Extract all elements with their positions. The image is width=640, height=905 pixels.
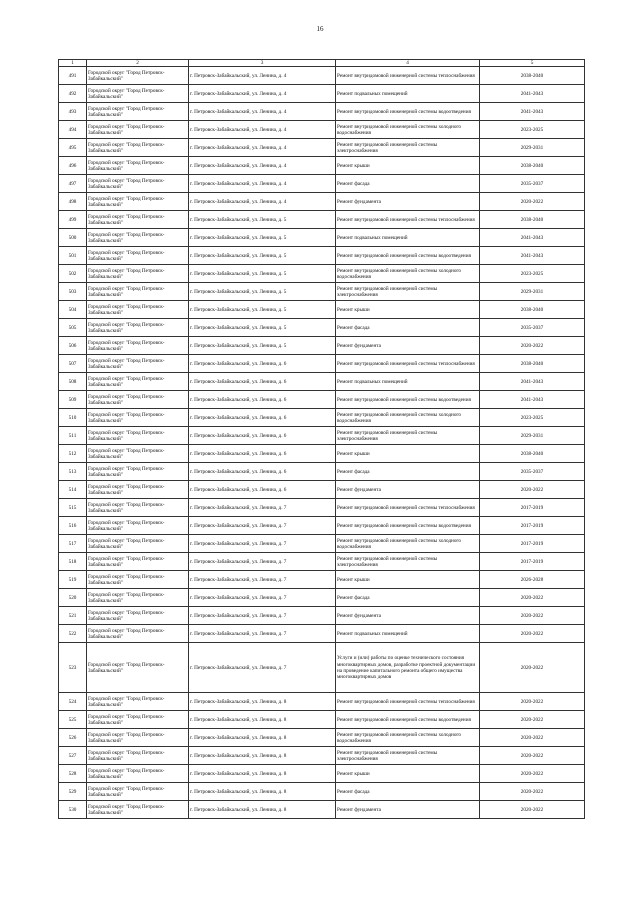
table-row [59, 175, 585, 193]
table-row [59, 747, 585, 765]
work-type-cell: Ремонт внутридомовой инженерной системы водоотведения [336, 517, 480, 535]
municipality-cell: Городской округ "Город Петровск-Забайкальский" [87, 175, 189, 193]
row-number-cell: 515 [59, 499, 87, 517]
work-type-cell: Ремонт фасада [336, 175, 480, 193]
work-type-cell: Ремонт крыши [336, 157, 480, 175]
table-row [59, 711, 585, 729]
row-number-cell: 508 [59, 373, 87, 391]
municipality-cell: Городской округ "Город Петровск-Забайкальский" [87, 409, 189, 427]
row-number-cell: 511 [59, 427, 87, 445]
row-number-cell: 526 [59, 729, 87, 747]
address-cell: г. Петровск-Забайкальский, ул. Ленина, д. 8 [189, 765, 336, 783]
municipality-cell: Городской округ "Город Петровск-Забайкальский" [87, 355, 189, 373]
row-number-cell: 497 [59, 175, 87, 193]
address-cell: г. Петровск-Забайкальский, ул. Ленина, д. 5 [189, 301, 336, 319]
work-type-cell: Ремонт фасада [336, 463, 480, 481]
address-cell: г. Петровск-Забайкальский, ул. Ленина, д. 4 [189, 157, 336, 175]
period-cell: 2017-2019 [480, 553, 585, 571]
table-row [59, 139, 585, 157]
row-number-cell: 494 [59, 121, 87, 139]
table-row [59, 355, 585, 373]
table-row [59, 571, 585, 589]
row-number-cell: 521 [59, 607, 87, 625]
column-header: 3 [189, 60, 336, 67]
table-row [59, 783, 585, 801]
period-cell: 2020-2022 [480, 711, 585, 729]
work-type-cell: Ремонт внутридомовой инженерной системы водоотведения [336, 247, 480, 265]
address-cell: г. Петровск-Забайкальский, ул. Ленина, д. 4 [189, 67, 336, 85]
address-cell: г. Петровск-Забайкальский, ул. Ленина, д. 7 [189, 589, 336, 607]
address-cell: г. Петровск-Забайкальский, ул. Ленина, д. 4 [189, 121, 336, 139]
municipality-cell: Городской округ "Город Петровск-Забайкальский" [87, 211, 189, 229]
row-number-cell: 524 [59, 693, 87, 711]
municipality-cell: Городской округ "Город Петровск-Забайкальский" [87, 193, 189, 211]
address-cell: г. Петровск-Забайкальский, ул. Ленина, д. 4 [189, 85, 336, 103]
column-header: 2 [87, 60, 189, 67]
address-cell: г. Петровск-Забайкальский, ул. Ленина, д. 8 [189, 801, 336, 819]
address-cell: г. Петровск-Забайкальский, ул. Ленина, д. 7 [189, 535, 336, 553]
work-type-cell: Ремонт фасада [336, 783, 480, 801]
row-number-cell: 509 [59, 391, 87, 409]
municipality-cell: Городской округ "Город Петровск-Забайкальский" [87, 463, 189, 481]
table-row [59, 301, 585, 319]
period-cell: 2023-2025 [480, 121, 585, 139]
municipality-cell: Городской округ "Город Петровск-Забайкальский" [87, 517, 189, 535]
period-cell: 2023-2025 [480, 409, 585, 427]
period-cell: 2020-2022 [480, 193, 585, 211]
municipality-cell: Городской округ "Город Петровск-Забайкальский" [87, 301, 189, 319]
period-cell: 2023-2025 [480, 265, 585, 283]
row-number-cell: 522 [59, 625, 87, 643]
table-row [59, 643, 585, 693]
municipality-cell: Городской округ "Город Петровск-Забайкальский" [87, 139, 189, 157]
address-cell: г. Петровск-Забайкальский, ул. Ленина, д. 5 [189, 265, 336, 283]
address-cell: г. Петровск-Забайкальский, ул. Ленина, д. 7 [189, 571, 336, 589]
table-row [59, 211, 585, 229]
municipality-cell: Городской округ "Город Петровск-Забайкальский" [87, 535, 189, 553]
address-cell: г. Петровск-Забайкальский, ул. Ленина, д. 4 [189, 139, 336, 157]
table-row [59, 481, 585, 499]
municipality-cell: Городской округ "Город Петровск-Забайкальский" [87, 729, 189, 747]
period-cell: 2038-2040 [480, 157, 585, 175]
row-number-cell: 504 [59, 301, 87, 319]
municipality-cell: Городской округ "Город Петровск-Забайкальский" [87, 625, 189, 643]
municipality-cell: Городской округ "Город Петровск-Забайкальский" [87, 783, 189, 801]
work-type-cell: Ремонт внутридомовой инженерной системы холодного водоснабжения [336, 535, 480, 553]
row-number-cell: 506 [59, 337, 87, 355]
period-cell: 2017-2019 [480, 499, 585, 517]
municipality-cell: Городской округ "Город Петровск-Забайкальский" [87, 121, 189, 139]
address-cell: г. Петровск-Забайкальский, ул. Ленина, д. 7 [189, 517, 336, 535]
row-number-cell: 502 [59, 265, 87, 283]
table-row [59, 247, 585, 265]
work-type-cell: Ремонт крыши [336, 445, 480, 463]
address-cell: г. Петровск-Забайкальский, ул. Ленина, д. 6 [189, 463, 336, 481]
column-header: 1 [59, 60, 87, 67]
table-row [59, 121, 585, 139]
work-type-cell: Ремонт внутридомовой инженерной системы электроснабжения [336, 553, 480, 571]
period-cell: 2041-2043 [480, 391, 585, 409]
municipality-cell: Городской округ "Город Петровск-Забайкальский" [87, 553, 189, 571]
period-cell: 2041-2043 [480, 247, 585, 265]
period-cell: 2038-2040 [480, 67, 585, 85]
table-row [59, 625, 585, 643]
row-number-cell: 507 [59, 355, 87, 373]
row-number-cell: 519 [59, 571, 87, 589]
work-type-cell: Ремонт внутридомовой инженерной системы электроснабжения [336, 283, 480, 301]
table-row [59, 337, 585, 355]
row-number-cell: 525 [59, 711, 87, 729]
table-row [59, 553, 585, 571]
work-type-cell: Ремонт внутридомовой инженерной системы холодного водоснабжения [336, 729, 480, 747]
municipality-cell: Городской округ "Город Петровск-Забайкальский" [87, 67, 189, 85]
table-header-row [59, 60, 585, 67]
address-cell: г. Петровск-Забайкальский, ул. Ленина, д. 5 [189, 283, 336, 301]
table-row [59, 463, 585, 481]
work-type-cell: Ремонт подвальных помещений [336, 373, 480, 391]
period-cell: 2020-2022 [480, 801, 585, 819]
work-type-cell: Ремонт внутридомовой инженерной системы теплоснабжения [336, 499, 480, 517]
address-cell: г. Петровск-Забайкальский, ул. Ленина, д. 7 [189, 499, 336, 517]
work-type-cell: Ремонт внутридомовой инженерной системы холодного водоснабжения [336, 265, 480, 283]
table-row [59, 801, 585, 819]
table-row [59, 535, 585, 553]
period-cell: 2020-2022 [480, 747, 585, 765]
table-row [59, 373, 585, 391]
page-number: 16 [316, 25, 324, 33]
address-cell: г. Петровск-Забайкальский, ул. Ленина, д. 5 [189, 211, 336, 229]
address-cell: г. Петровск-Забайкальский, ул. Ленина, д. 7 [189, 553, 336, 571]
work-type-cell: Ремонт фундамента [336, 607, 480, 625]
municipality-cell: Городской округ "Город Петровск-Забайкальский" [87, 337, 189, 355]
work-type-cell: Ремонт крыши [336, 301, 480, 319]
row-number-cell: 496 [59, 157, 87, 175]
row-number-cell: 505 [59, 319, 87, 337]
work-type-cell: Ремонт внутридомовой инженерной системы водоотведения [336, 391, 480, 409]
address-cell: г. Петровск-Забайкальский, ул. Ленина, д. 4 [189, 193, 336, 211]
municipality-cell: Городской округ "Город Петровск-Забайкальский" [87, 427, 189, 445]
period-cell: 2020-2022 [480, 729, 585, 747]
row-number-cell: 512 [59, 445, 87, 463]
period-cell: 2038-2040 [480, 355, 585, 373]
address-cell: г. Петровск-Забайкальский, ул. Ленина, д. 6 [189, 355, 336, 373]
row-number-cell: 518 [59, 553, 87, 571]
row-number-cell: 514 [59, 481, 87, 499]
table-row [59, 409, 585, 427]
work-type-cell: Ремонт фундамента [336, 801, 480, 819]
address-cell: г. Петровск-Забайкальский, ул. Ленина, д. 4 [189, 175, 336, 193]
table-row [59, 391, 585, 409]
municipality-cell: Городской округ "Город Петровск-Забайкальский" [87, 481, 189, 499]
period-cell: 2017-2019 [480, 517, 585, 535]
row-number-cell: 501 [59, 247, 87, 265]
table-row [59, 729, 585, 747]
period-cell: 2026-2028 [480, 571, 585, 589]
table-row [59, 283, 585, 301]
municipality-cell: Городской округ "Город Петровск-Забайкальский" [87, 693, 189, 711]
address-cell: г. Петровск-Забайкальский, ул. Ленина, д. 6 [189, 373, 336, 391]
table-row [59, 765, 585, 783]
municipality-cell: Городской округ "Город Петровск-Забайкальский" [87, 247, 189, 265]
period-cell: 2035-2037 [480, 175, 585, 193]
address-cell: г. Петровск-Забайкальский, ул. Ленина, д. 6 [189, 409, 336, 427]
period-cell: 2029-2031 [480, 139, 585, 157]
work-type-cell: Ремонт внутридомовой инженерной системы водоотведения [336, 711, 480, 729]
address-cell: г. Петровск-Забайкальский, ул. Ленина, д. 6 [189, 445, 336, 463]
period-cell: 2035-2037 [480, 319, 585, 337]
work-type-cell: Ремонт внутридомовой инженерной системы холодного водоснабжения [336, 409, 480, 427]
municipality-cell: Городской округ "Город Петровск-Забайкальский" [87, 643, 189, 693]
column-header: 5 [480, 60, 585, 67]
work-type-cell: Ремонт крыши [336, 571, 480, 589]
municipality-cell: Городской округ "Город Петровск-Забайкальский" [87, 283, 189, 301]
row-number-cell: 520 [59, 589, 87, 607]
municipality-cell: Городской округ "Город Петровск-Забайкальский" [87, 319, 189, 337]
table-row [59, 607, 585, 625]
address-cell: г. Петровск-Забайкальский, ул. Ленина, д. 6 [189, 427, 336, 445]
address-cell: г. Петровск-Забайкальский, ул. Ленина, д. 8 [189, 693, 336, 711]
work-type-cell: Ремонт подвальных помещений [336, 229, 480, 247]
row-number-cell: 516 [59, 517, 87, 535]
row-number-cell: 499 [59, 211, 87, 229]
address-cell: г. Петровск-Забайкальский, ул. Ленина, д. 6 [189, 481, 336, 499]
period-cell: 2041-2043 [480, 85, 585, 103]
address-cell: г. Петровск-Забайкальский, ул. Ленина, д. 5 [189, 319, 336, 337]
table-row [59, 85, 585, 103]
row-number-cell: 523 [59, 643, 87, 693]
address-cell: г. Петровск-Забайкальский, ул. Ленина, д. 8 [189, 711, 336, 729]
period-cell: 2020-2022 [480, 481, 585, 499]
work-type-cell: Ремонт внутридомовой инженерной системы водоотведения [336, 103, 480, 121]
period-cell: 2017-2019 [480, 535, 585, 553]
municipality-cell: Городской округ "Город Петровск-Забайкальский" [87, 765, 189, 783]
table-row [59, 499, 585, 517]
row-number-cell: 498 [59, 193, 87, 211]
work-type-cell: Ремонт внутридомовой инженерной системы теплоснабжения [336, 211, 480, 229]
column-header: 4 [336, 60, 480, 67]
repair-schedule-table [58, 59, 585, 819]
municipality-cell: Городской округ "Город Петровск-Забайкальский" [87, 391, 189, 409]
row-number-cell: 529 [59, 783, 87, 801]
work-type-cell: Ремонт внутридомовой инженерной системы холодного водоснабжения [336, 121, 480, 139]
table-row [59, 589, 585, 607]
row-number-cell: 517 [59, 535, 87, 553]
municipality-cell: Городской округ "Город Петровск-Забайкальский" [87, 607, 189, 625]
table-row [59, 103, 585, 121]
period-cell: 2038-2040 [480, 301, 585, 319]
row-number-cell: 491 [59, 67, 87, 85]
row-number-cell: 500 [59, 229, 87, 247]
row-number-cell: 503 [59, 283, 87, 301]
address-cell: г. Петровск-Забайкальский, ул. Ленина, д. 8 [189, 729, 336, 747]
municipality-cell: Городской округ "Город Петровск-Забайкальский" [87, 589, 189, 607]
table-row [59, 445, 585, 463]
address-cell: г. Петровск-Забайкальский, ул. Ленина, д. 7 [189, 625, 336, 643]
row-number-cell: 527 [59, 747, 87, 765]
address-cell: г. Петровск-Забайкальский, ул. Ленина, д. 7 [189, 607, 336, 625]
work-type-cell: Ремонт крыши [336, 765, 480, 783]
municipality-cell: Городской округ "Город Петровск-Забайкальский" [87, 747, 189, 765]
address-cell: г. Петровск-Забайкальский, ул. Ленина, д. 7 [189, 643, 336, 693]
work-type-cell: Услуги и (или) работы по оценке технического состояния многоквартирных домов, разработке проектной документации на проведение капитального ремонта общего имущества многоквартирных домов [336, 643, 480, 693]
period-cell: 2035-2037 [480, 463, 585, 481]
period-cell: 2041-2043 [480, 373, 585, 391]
address-cell: г. Петровск-Забайкальский, ул. Ленина, д. 5 [189, 247, 336, 265]
row-number-cell: 493 [59, 103, 87, 121]
work-type-cell: Ремонт внутридомовой инженерной системы теплоснабжения [336, 355, 480, 373]
table-row [59, 319, 585, 337]
work-type-cell: Ремонт внутридомовой инженерной системы электроснабжения [336, 747, 480, 765]
table-row [59, 67, 585, 85]
address-cell: г. Петровск-Забайкальский, ул. Ленина, д. 8 [189, 783, 336, 801]
table-row [59, 427, 585, 445]
period-cell: 2029-2031 [480, 427, 585, 445]
address-cell: г. Петровск-Забайкальский, ул. Ленина, д. 5 [189, 337, 336, 355]
municipality-cell: Городской округ "Город Петровск-Забайкальский" [87, 265, 189, 283]
table-row [59, 193, 585, 211]
municipality-cell: Городской округ "Город Петровск-Забайкальский" [87, 373, 189, 391]
municipality-cell: Городской округ "Город Петровск-Забайкальский" [87, 571, 189, 589]
work-type-cell: Ремонт внутридомовой инженерной системы электроснабжения [336, 139, 480, 157]
work-type-cell: Ремонт внутридомовой инженерной системы электроснабжения [336, 427, 480, 445]
address-cell: г. Петровск-Забайкальский, ул. Ленина, д. 8 [189, 747, 336, 765]
table-row [59, 693, 585, 711]
period-cell: 2041-2043 [480, 103, 585, 121]
period-cell: 2020-2022 [480, 337, 585, 355]
table-row [59, 265, 585, 283]
row-number-cell: 530 [59, 801, 87, 819]
period-cell: 2020-2022 [480, 643, 585, 693]
table-row [59, 229, 585, 247]
work-type-cell: Ремонт фундамента [336, 193, 480, 211]
work-type-cell: Ремонт фундамента [336, 337, 480, 355]
municipality-cell: Городской округ "Город Петровск-Забайкальский" [87, 445, 189, 463]
row-number-cell: 513 [59, 463, 87, 481]
period-cell: 2029-2031 [480, 283, 585, 301]
work-type-cell: Ремонт фундамента [336, 481, 480, 499]
period-cell: 2038-2040 [480, 211, 585, 229]
table-row [59, 157, 585, 175]
row-number-cell: 492 [59, 85, 87, 103]
address-cell: г. Петровск-Забайкальский, ул. Ленина, д. 5 [189, 229, 336, 247]
row-number-cell: 510 [59, 409, 87, 427]
work-type-cell: Ремонт фасада [336, 589, 480, 607]
period-cell: 2020-2022 [480, 693, 585, 711]
work-type-cell: Ремонт подвальных помещений [336, 85, 480, 103]
period-cell: 2020-2022 [480, 783, 585, 801]
municipality-cell: Городской округ "Город Петровск-Забайкальский" [87, 103, 189, 121]
municipality-cell: Городской округ "Город Петровск-Забайкальский" [87, 157, 189, 175]
address-cell: г. Петровск-Забайкальский, ул. Ленина, д. 4 [189, 103, 336, 121]
table-row [59, 517, 585, 535]
period-cell: 2038-2040 [480, 445, 585, 463]
work-type-cell: Ремонт внутридомовой инженерной системы теплоснабжения [336, 67, 480, 85]
period-cell: 2020-2022 [480, 589, 585, 607]
municipality-cell: Городской округ "Город Петровск-Забайкальский" [87, 801, 189, 819]
municipality-cell: Городской округ "Город Петровск-Забайкальский" [87, 229, 189, 247]
row-number-cell: 495 [59, 139, 87, 157]
municipality-cell: Городской округ "Город Петровск-Забайкальский" [87, 85, 189, 103]
municipality-cell: Городской округ "Город Петровск-Забайкальский" [87, 711, 189, 729]
work-type-cell: Ремонт внутридомовой инженерной системы теплоснабжения [336, 693, 480, 711]
row-number-cell: 528 [59, 765, 87, 783]
period-cell: 2041-2043 [480, 229, 585, 247]
period-cell: 2020-2022 [480, 607, 585, 625]
municipality-cell: Городской округ "Город Петровск-Забайкальский" [87, 499, 189, 517]
work-type-cell: Ремонт подвальных помещений [336, 625, 480, 643]
period-cell: 2020-2022 [480, 625, 585, 643]
period-cell: 2020-2022 [480, 765, 585, 783]
work-type-cell: Ремонт фасада [336, 319, 480, 337]
address-cell: г. Петровск-Забайкальский, ул. Ленина, д. 6 [189, 391, 336, 409]
